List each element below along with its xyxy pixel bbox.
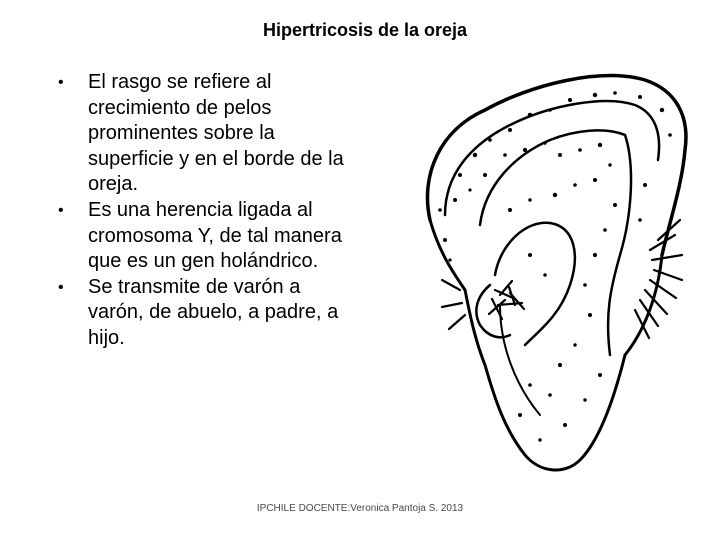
bullet-item bbox=[58, 198, 358, 275]
bullet-icon: • bbox=[58, 278, 64, 296]
bullet-item bbox=[58, 70, 358, 198]
bullet-list bbox=[58, 70, 358, 352]
bullet-icon: • bbox=[58, 74, 64, 91]
bullet-text: El rasgo se refiere al crecimiento de pelos prominentes sobre la superficie y en el borde de la oreja. bbox=[88, 71, 344, 196]
slide-footer: IPCHILE DOCENTE:Veronica Pantoja S. 2013 bbox=[256, 503, 464, 514]
hairy-ear-drawing-icon bbox=[395, 55, 720, 485]
bullet-text: Es una herencia ligada al cromosoma Y, de tal manera que es un gen holándrico. bbox=[88, 198, 342, 273]
bullet-item bbox=[58, 275, 358, 352]
slide-title: Hipertricosis de la oreja bbox=[262, 20, 468, 40]
bullet-icon: • bbox=[58, 201, 64, 219]
bullet-text: Se transmite de varón a varón, de abuelo, a padre, a hijo. bbox=[88, 275, 339, 349]
